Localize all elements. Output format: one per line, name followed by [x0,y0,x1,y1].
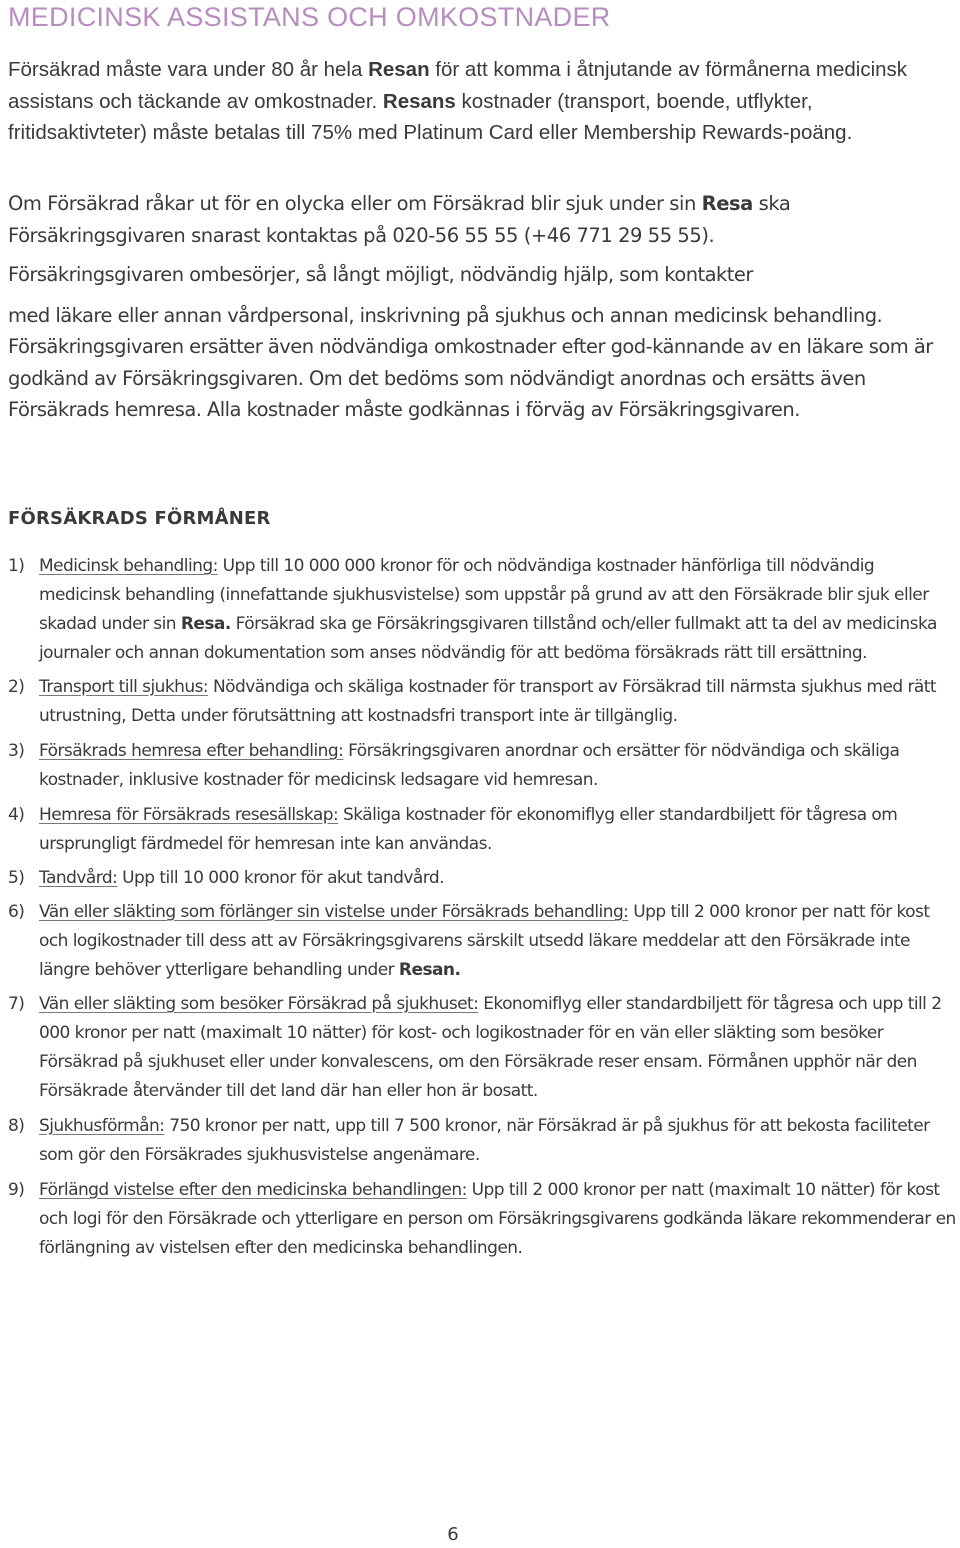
benefit-title: Tandvård: [39,868,118,888]
benefit-title: Vän eller släkting som besöker Försäkrad på sjukhuset: [39,994,479,1014]
benefit-item [8,1112,960,1170]
benefit-number: 1) [8,556,25,576]
benefit-item [8,864,960,893]
benefit-text: Ekonomiflyg eller standardbiljett för tågresa och upp till 2 000 kronor per natt (maximalt 10 nätter) för kost- och logikostnader för en vän eller släkting som besöker Försäkrad på sjukhuset eller under konvalescens, om den Försäkrade reser ensam. Förmånen upphör när den Försäkrade återvänder till det land där han eller hon är bosatt. [39,994,942,1101]
page-number: 6 [447,1524,459,1545]
benefit-text-end: Försäkrad ska ge Försäkringsgivaren tillstånd och/eller fullmakt att ta del av medicinska journaler och annan dokumentation som anses nödvändig för att bedöma försäkrads rätt till ersättning. [39,614,937,663]
benefits-list [8,552,960,1263]
benefit-bold-text: Resa. [180,614,231,634]
benefit-item [8,552,960,668]
benefit-title: Hemresa för Försäkrads resesällskap: [39,805,339,825]
intro-bold-resans: Resans [382,89,456,113]
benefit-number: 6) [8,902,25,922]
benefit-item [8,898,960,985]
para2-bold-resa: Resa [701,192,753,215]
benefits-heading: FÖRSÄKRADS FÖRMÅNER [8,508,271,529]
benefit-item [8,1176,960,1263]
benefit-number: 5) [8,868,25,888]
benefit-text: Upp till 10 000 000 kronor för och nödvändiga kostnader hänförliga till nödvändig medicinsk behandling (innefattande sjukhusvistelse) som uppstår på grund av att den Försäkrade blir sjuk eller skadad under sin [39,556,929,634]
benefit-text: Upp till 10 000 kronor för akut tandvård. [117,868,444,888]
para3-rest: med läkare eller annan vårdpersonal, inskrivning på sjukhus och annan medicinsk behandling. Försäkringsgivaren ersätter även nödvändiga omkostnader efter god-kännande av en läkare som är godkänd av Försäkringsgivaren. Om det bedöms som nödvändigt anordnas och ersätts även Försäkrads hemresa. Alla kostnader måste godkännas i förväg av Försäkringsgivaren. [8,303,933,421]
benefit-title: Transport till sjukhus: [39,677,209,697]
benefit-number: 8) [8,1116,25,1136]
benefit-text: Upp till 2 000 kronor per natt (maximalt 10 nätter) för kost och logi för den Försäkrade och ytterligare en person om Försäkringsgivarens godkända läkare rekommenderar en förlängning av vistelsen efter den medicinska behandlingen. [39,1180,956,1258]
para2-text-2: ska Försäkringsgivaren snarast kontaktas på 020-56 55 55 (+46 771 29 55 55). [8,192,791,247]
benefit-title: Vän eller släkting som förlänger sin vistelse under Försäkrads behandling: [39,902,629,922]
intro-text-3: kostnader (transport, boende, utflykter, fritidsaktivteter) måste betalas till 75% med Platinum Card eller Membership Rewards-poäng. [8,89,853,144]
assistance-paragraph [8,259,948,426]
intro-text-2: för att komma i åtnjutande av förmånerna medicinsk assistans och täckande av omkostnader. [8,58,908,113]
intro-paragraph [8,54,908,149]
benefit-number: 2) [8,677,25,697]
benefit-number: 3) [8,741,25,761]
benefit-item [8,673,960,731]
benefit-number: 9) [8,1180,25,1200]
benefit-bold-text: Resan. [398,960,461,980]
accident-contact-paragraph [8,188,948,251]
benefit-text: 750 kronor per natt, upp till 7 500 kronor, när Försäkrad är på sjukhus för att bekosta faciliteter som gör den Försäkrades sjukhusvistelse angenämare. [39,1116,930,1165]
benefit-number: 4) [8,805,25,825]
benefit-text: Upp till 2 000 kronor per natt för kost och logikostnader till dess att av Försäkringsgivarens särskilt utsedd läkare meddelar att den Försäkrade inte längre behöver ytterligare behandling under [39,902,930,980]
benefit-item [8,990,960,1106]
page-title: MEDICINSK ASSISTANS OCH OMKOSTNADER [8,2,611,32]
benefit-title: Förlängd vistelse efter den medicinska behandlingen: [39,1180,467,1200]
benefit-title: Försäkrads hemresa efter behandling: [39,741,344,761]
para3-line-1: Försäkringsgivaren ombesörjer, så långt möjligt, nödvändig hjälp, som kontakter [8,263,753,286]
benefit-title: Sjukhusförmån: [39,1116,165,1136]
benefit-item [8,801,960,859]
intro-text-1: Försäkrad måste vara under 80 år hela [8,58,369,81]
benefit-text: Försäkringsgivaren anordnar och ersätter för nödvändiga och skäliga kostnader, inklusive kostnader för medicinsk ledsagare vid hemresan. [39,741,900,790]
benefit-title: Medicinsk behandling: [39,556,218,576]
intro-bold-resan: Resan [368,58,430,81]
para2-text-1: Om Försäkrad råkar ut för en olycka eller om Försäkrad blir sjuk under sin [8,192,702,215]
benefit-text: Skäliga kostnader för ekonomiflyg eller standardbiljett för tågresa om ursprungligt färdmedel för hemresan inte kan användas. [39,805,898,854]
benefit-number: 7) [8,994,25,1014]
benefit-text: Nödvändiga och skäliga kostnader för transport av Försäkrad till närmsta sjukhus med rätt utrustning, Detta under förutsättning att kostnadsfri transport inte är tillgänglig. [39,677,936,726]
benefit-item [8,737,960,795]
